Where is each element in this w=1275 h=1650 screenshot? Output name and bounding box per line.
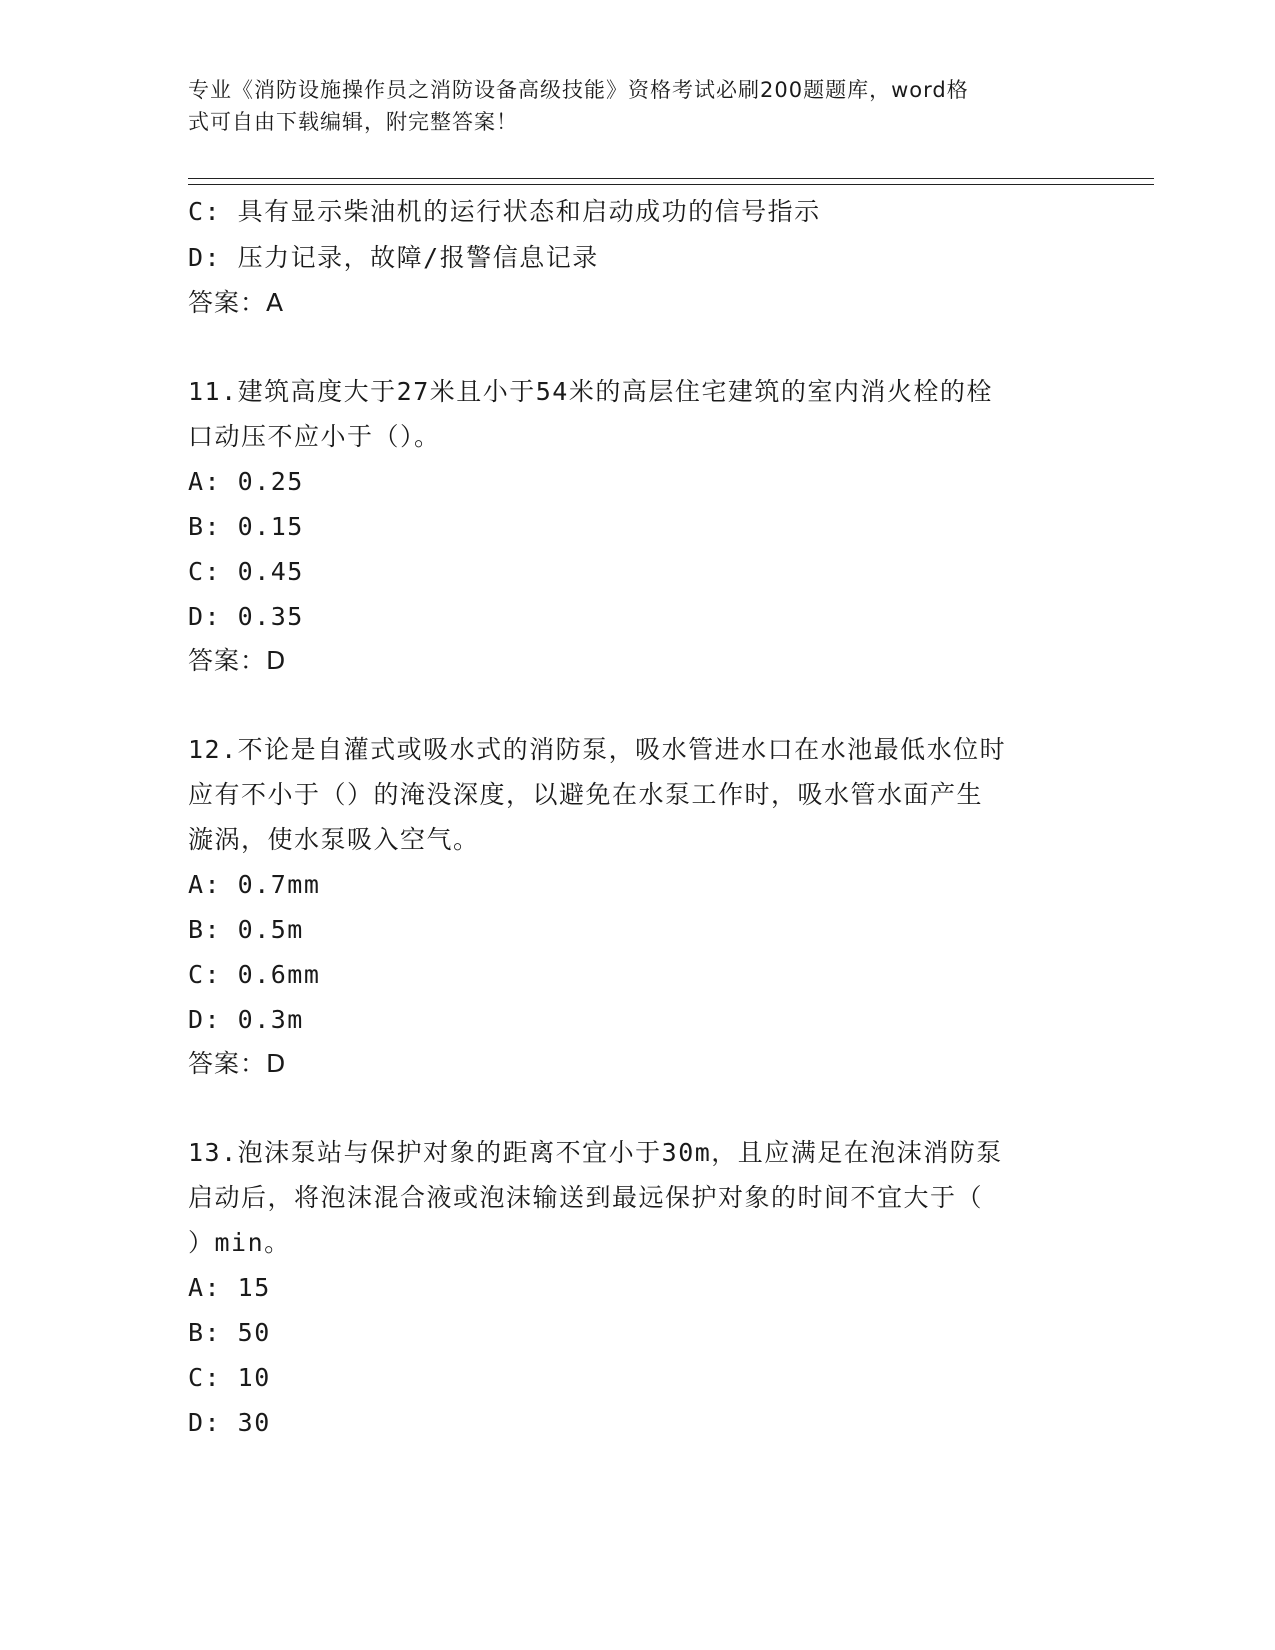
option-c: C: 0.6mm <box>188 960 321 989</box>
answer: 答案：D <box>188 1049 287 1078</box>
question-stem-line: 口动压不应小于（）。 <box>188 422 441 451</box>
question-stem-line: ）min。 <box>188 1228 291 1257</box>
spacer <box>188 325 1088 369</box>
question-stem-line: 漩涡，使水泵吸入空气。 <box>188 825 480 854</box>
header-divider-top <box>188 178 1154 179</box>
question-stem-line: 应有不小于（）的淹没深度，以避免在水泵工作时，吸水管水面产生 <box>188 780 984 809</box>
option-d: D: 0.35 <box>188 602 304 631</box>
option-b: B: 0.5m <box>188 915 304 944</box>
option-c: C: 具有显示柴油机的运行状态和启动成功的信号指示 <box>188 197 821 226</box>
option-a: A: 0.25 <box>188 467 304 496</box>
question-11 <box>188 369 1088 683</box>
option-c: C: 0.45 <box>188 557 304 586</box>
question-12 <box>188 727 1088 1086</box>
question-content <box>188 189 1088 1445</box>
option-b: B: 0.15 <box>188 512 304 541</box>
option-a: A: 0.7mm <box>188 870 321 899</box>
prev-question <box>188 189 1088 325</box>
answer: 答案：A <box>188 288 285 317</box>
option-d: D: 0.3m <box>188 1005 304 1034</box>
header-line-2: 式可自由下载编辑，附完整答案！ <box>188 110 518 134</box>
spacer <box>188 683 1088 727</box>
document-header <box>188 74 1068 138</box>
question-stem-line: 13.泡沫泵站与保护对象的距离不宜小于30m，且应满足在泡沫消防泵 <box>188 1138 1003 1167</box>
option-d: D: 压力记录，故障/报警信息记录 <box>188 243 599 272</box>
spacer <box>188 1086 1088 1130</box>
question-stem-line: 12.不论是自灌式或吸水式的消防泵，吸水管进水口在水池最低水位时 <box>188 735 1007 764</box>
question-stem-line: 11.建筑高度大于27米且小于54米的高层住宅建筑的室内消火栓的栓 <box>188 377 993 406</box>
question-stem-line: 启动后，将泡沫混合液或泡沫输送到最远保护对象的时间不宜大于（ <box>188 1183 984 1212</box>
header-divider-bottom <box>188 184 1154 185</box>
option-d: D: 30 <box>188 1408 271 1437</box>
option-b: B: 50 <box>188 1318 271 1347</box>
option-a: A: 15 <box>188 1273 271 1302</box>
question-13 <box>188 1130 1088 1445</box>
answer: 答案：D <box>188 646 287 675</box>
header-line-1: 专业《消防设施操作员之消防设备高级技能》资格考试必刷200题题库，word格 <box>188 78 969 102</box>
option-c: C: 10 <box>188 1363 271 1392</box>
